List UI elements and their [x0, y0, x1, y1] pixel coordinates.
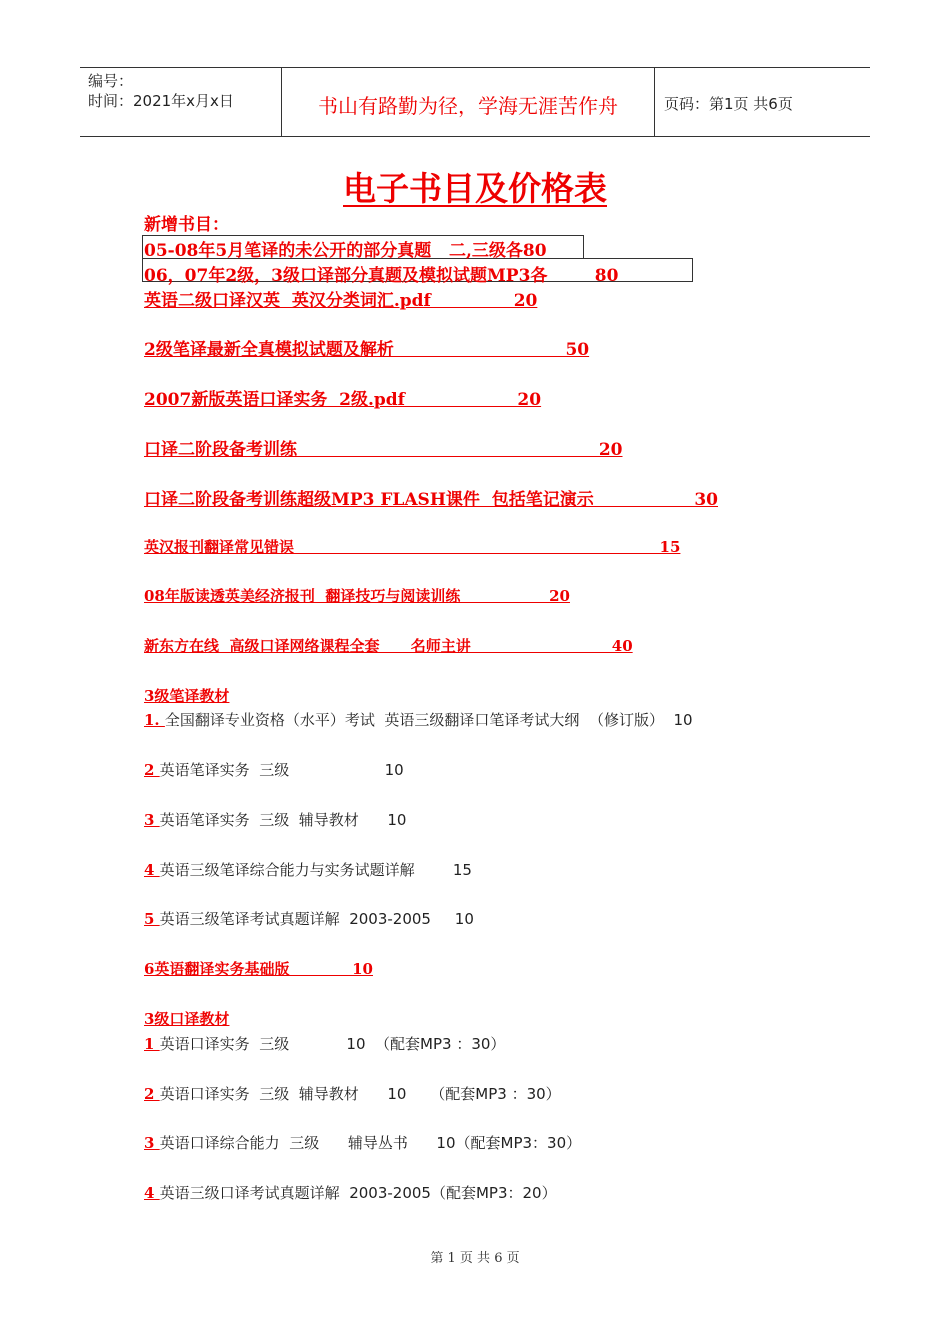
header-divider: [654, 68, 655, 136]
new-book-item: 口译二阶段备考训练超级MP3 FLASH课件 包括笔记演示 30: [144, 490, 719, 510]
oral-book-item: 2 英语口译实务 三级 辅导教材 10 （配套MP3 ：30）: [144, 1085, 561, 1103]
new-book-item: 2007新版英语口译实务 2级.pdf 20: [144, 390, 542, 410]
written-book-item: 4 英语三级笔译综合能力与实务试题详解 15: [144, 861, 472, 879]
new-section-heading: 新增书目：: [144, 215, 229, 235]
page-footer: 第 1 页 共 6 页: [430, 1251, 520, 1266]
oral-book-item: 1 英语口译实务 三级 10 （配套MP3 ：30）: [144, 1035, 506, 1053]
written-book-item: 2 英语笔译实务 三级 10: [144, 761, 404, 779]
written-extra-item: 6英语翻译实务基础版 10: [144, 960, 373, 978]
new-book-item: 2级笔译最新全真模拟试题及解析 50: [144, 340, 590, 360]
new-book-item: 06，07年2级，3级口译部分真题及模拟试题MP3各 80: [144, 266, 619, 286]
time-label: 时间：2021年x月x日: [88, 92, 234, 110]
written-book-item: 1. 全国翻译专业资格（水平）考试 英语三级翻译口笔译考试大纲 （修订版） 10: [144, 711, 693, 729]
new-book-item: 05-08年5月笔译的未公开的部分真题 二,三级各80: [144, 241, 547, 261]
oral-section-heading: 3级口译教材: [144, 1010, 230, 1028]
written-book-item: 5 英语三级笔译考试真题详解 2003-2005 10: [144, 910, 474, 928]
written-book-item: 3 英语笔译实务 三级 辅导教材 10: [144, 811, 407, 829]
header-table: [80, 67, 870, 137]
header-meta: [88, 71, 234, 111]
oral-book-item: 4 英语三级口译考试真题详解 2003-2005（配套MP3：20）: [144, 1184, 557, 1202]
oral-book-item: 3 英语口译综合能力 三级 辅导丛书 10（配套MP3：30）: [144, 1134, 582, 1152]
header-page-info: 页码：第1页 共6页: [664, 95, 793, 113]
written-section-heading: 3级笔译教材: [144, 687, 230, 705]
page-title: 电子书目及价格表: [343, 169, 607, 208]
new-book-item: 英语二级口译汉英 英汉分类词汇.pdf 20: [144, 291, 538, 311]
new-book-item: 新东方在线 高级口译网络课程全套 名师主讲 40: [144, 637, 633, 655]
number-label: 编号：: [88, 72, 134, 90]
new-book-item: 英汉报刊翻译常见错误 15: [144, 538, 681, 556]
header-motto: 书山有路勤为径，学海无涯苦作舟: [318, 94, 618, 118]
new-book-item: 08年版读透英美经济报刊 翻译技巧与阅读训练 20: [144, 587, 570, 605]
new-book-item: 口译二阶段备考训练 20: [144, 440, 623, 460]
